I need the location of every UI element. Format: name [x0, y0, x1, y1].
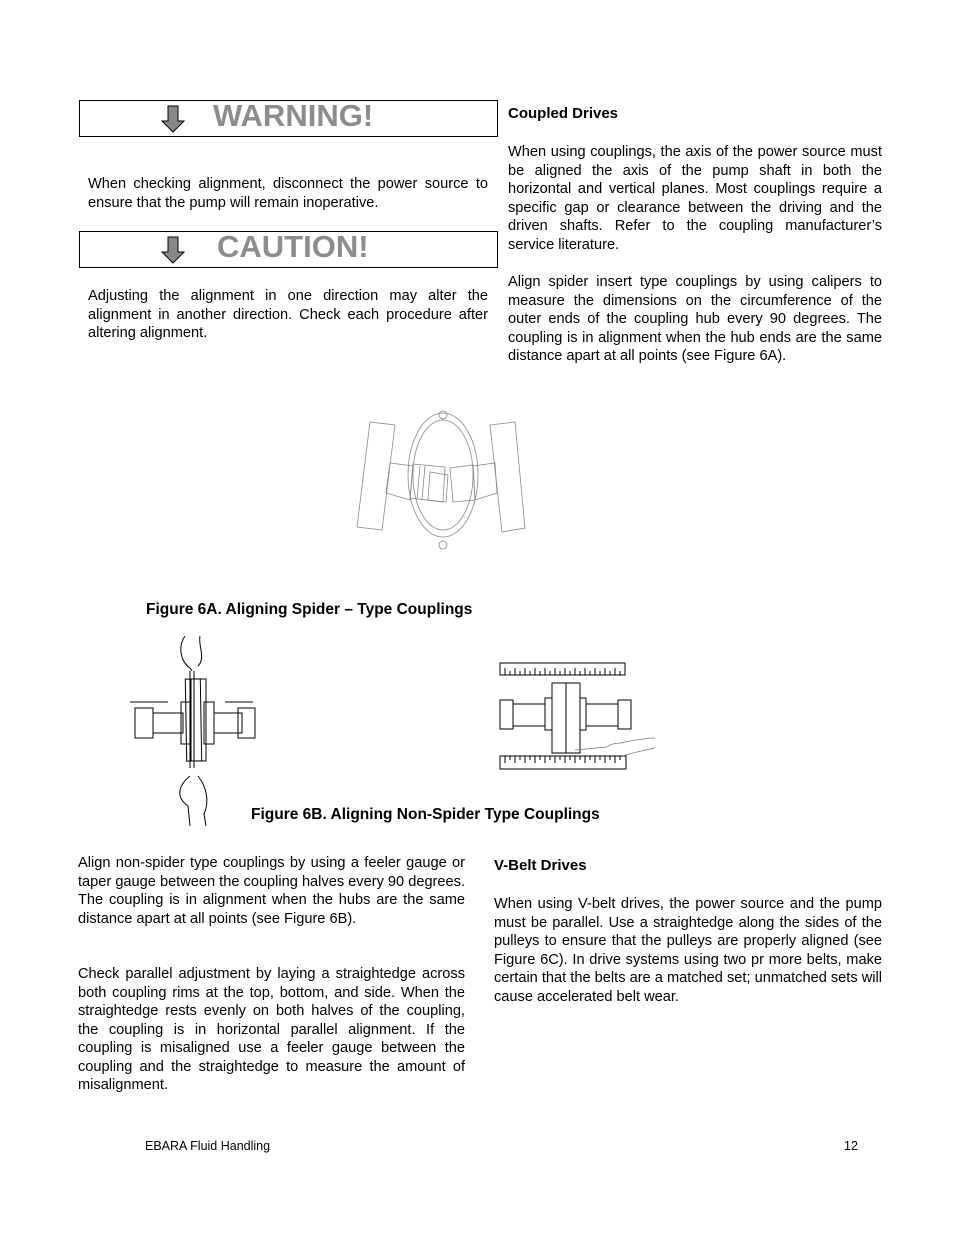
feeler-gauge-figure [128, 636, 258, 828]
coupled-drives-heading: Coupled Drives [508, 105, 619, 122]
warning-text: When checking alignment, disconnect the power source to ensure that the pump will remain inoperative. [88, 176, 488, 211]
caution-banner [79, 231, 498, 268]
down-arrow-icon [160, 236, 186, 264]
figure-6a-caption: Figure 6A. Aligning Spider – Type Couplings [146, 601, 473, 618]
straightedge-figure [495, 660, 660, 772]
warning-banner [79, 100, 498, 137]
warning-title: WARNING! [213, 98, 374, 133]
figure-6b-caption: Figure 6B. Aligning Non-Spider Type Couplings [251, 806, 600, 823]
non-spider-paragraph-2: Check parallel adjustment by laying a straightedge across both coupling rims at the top, bottom, and side. When the straightedge rests evenly on both halves of the coupling, the coupling is in horizontal parallel alignment. If the coupling is misaligned use a feeler gauge between the coupling and the straightedge to measure the amount of misalignment. [78, 966, 465, 1093]
coupled-drives-paragraph-1: When using couplings, the axis of the power source must be aligned the axis of the pump shaft in both the horizontal and vertical planes. Most couplings require a specific gap or clearance between the driving and the driven shafts. Refer to the coupling manufacturer’s service literature. [508, 144, 882, 253]
caution-text: Adjusting the alignment in one direction may alter the alignment in another direction. Check each procedure after altering alignment. [88, 288, 488, 341]
non-spider-paragraph-1: Align non-spider type couplings by using a feeler gauge or taper gauge between the coupling halves every 90 degrees. The coupling is in alignment when the hubs are the same distance apart at all points (see Figure 6B). [78, 855, 466, 927]
caution-title: CAUTION! [217, 229, 369, 264]
vbelt-paragraph: When using V-belt drives, the power source and the pump must be parallel. Use a straightedge along the sides of the pulleys to ensure that the pulleys are properly aligned (see Figure 6C). In drive systems using two pr more belts, make certain that the belts are a matched set; unmatched sets will cause accelerated belt wear. [494, 896, 882, 1005]
footer-company: EBARA Fluid Handling [145, 1139, 271, 1153]
coupled-drives-paragraph-2: Align spider insert type couplings by using calipers to measure the dimensions on the circumference of the outer ends of the coupling hub every 90 degrees. The coupling is in alignment when the hub ends are the same distance apart at all points (see Figure 6A). [508, 274, 882, 364]
spider-coupling-figure [340, 400, 540, 570]
vbelt-heading: V-Belt Drives [494, 857, 587, 874]
page-number: 12 [844, 1139, 858, 1153]
down-arrow-icon [160, 105, 186, 133]
